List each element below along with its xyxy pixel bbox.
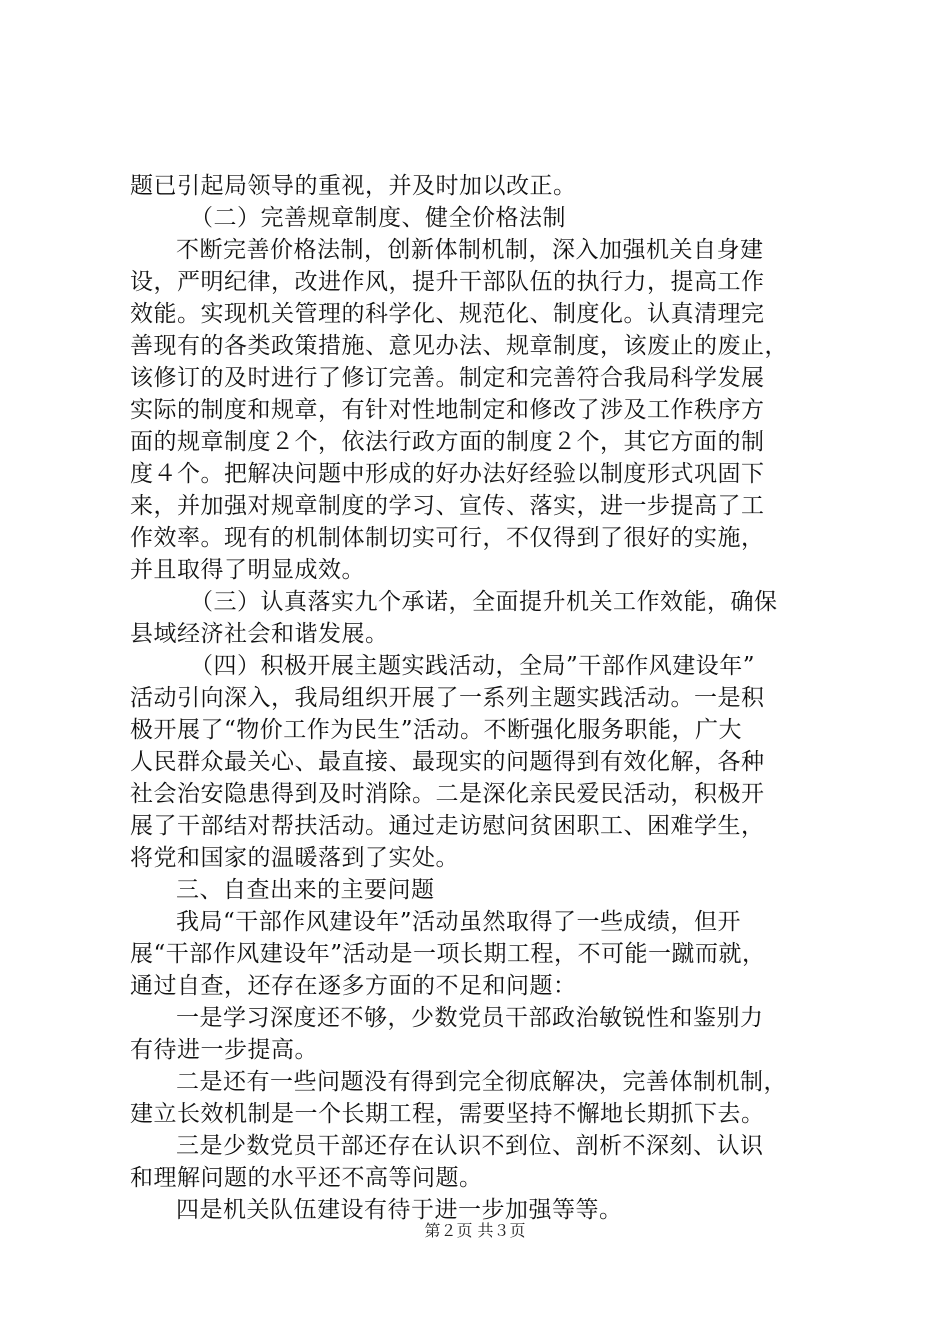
text-line: 作效率。现有的机制体制切实可行，不仅得到了很好的实施， — [130, 525, 765, 551]
page-number-footer: 第２页 共３页 — [424, 1221, 526, 1240]
text-line: 有待进一步提高。 — [130, 1037, 318, 1063]
text-line: 三是少数党员干部还存在认识不到位、剖析不深刻、认识 — [176, 1133, 764, 1159]
text-line: 人民群众最关心、最直接、最现实的问题得到有效化解，各种 — [130, 749, 765, 775]
text-line: 来，并加强对规章制度的学习、宣传、落实，进一步提高了工 — [130, 493, 765, 519]
text-line: 题已引起局领导的重视，并及时加以改正。 — [130, 173, 577, 199]
text-line: 二是还有一些问题没有得到完全彻底解决，完善体制机制， — [176, 1069, 787, 1095]
text-line: 该修订的及时进行了修订完善。制定和完善符合我局科学发展 — [130, 365, 765, 391]
text-line: 四是机关队伍建设有待于进一步加强等等。 — [176, 1197, 623, 1223]
document-body — [130, 170, 830, 1226]
text-line: 效能。实现机关管理的科学化、规范化、制度化。认真清理完 — [130, 301, 765, 327]
section-heading: （二）完善规章制度、健全价格法制 — [190, 205, 566, 231]
text-line: 县域经济社会和谐发展。 — [130, 621, 389, 647]
section-heading: （三）认真落实九个承诺，全面提升机关工作效能，确保 — [190, 589, 778, 615]
text-line: 极开展了“物价工作为民生”活动。不断强化服务职能，广大 — [130, 717, 743, 743]
text-line: 展了干部结对帮扶活动。通过走访慰问贫困职工、困难学生， — [130, 813, 765, 839]
text-line: 社会治安隐患得到及时消除。二是深化亲民爱民活动，积极开 — [130, 781, 765, 807]
text-line: 展“干部作风建设年”活动是一项长期工程，不可能一蹴而就， — [130, 941, 766, 967]
text-line: 并且取得了明显成效。 — [130, 557, 365, 583]
text-line: 通过自查，还存在逐多方面的不足和问题： — [130, 973, 577, 999]
text-line: 我局“干部作风建设年”活动虽然取得了一些成绩，但开 — [176, 909, 742, 935]
text-line: 一是学习深度还不够，少数党员干部政治敏锐性和鉴别力 — [176, 1005, 764, 1031]
text-line: 建立长效机制是一个长期工程，需要坚持不懈地长期抓下去。 — [130, 1101, 765, 1127]
text-line: 实际的制度和规章，有针对性地制定和修改了涉及工作秩序方 — [130, 397, 765, 423]
text-line: 活动引向深入，我局组织开展了一系列主题实践活动。一是积 — [130, 685, 765, 711]
text-line: 设，严明纪律，改进作风，提升干部队伍的执行力，提高工作 — [130, 269, 765, 295]
text-line: 不断完善价格法制，创新体制机制，深入加强机关自身建 — [176, 237, 764, 263]
text-line: 将党和国家的温暖落到了实处。 — [130, 845, 459, 871]
text-line: 善现有的各类政策措施、意见办法、规章制度，该废止的废止， — [130, 333, 788, 359]
section-heading: （四）积极开展主题实践活动，全局”干部作风建设年” — [190, 653, 756, 679]
section-heading: 三、自查出来的主要问题 — [176, 877, 435, 903]
text-line: 和理解问题的水平还不高等问题。 — [130, 1165, 483, 1191]
text-line: 度４个。把解决问题中形成的好办法好经验以制度形式巩固下 — [130, 461, 765, 487]
text-line: 面的规章制度２个，依法行政方面的制度２个，其它方面的制 — [130, 429, 765, 455]
